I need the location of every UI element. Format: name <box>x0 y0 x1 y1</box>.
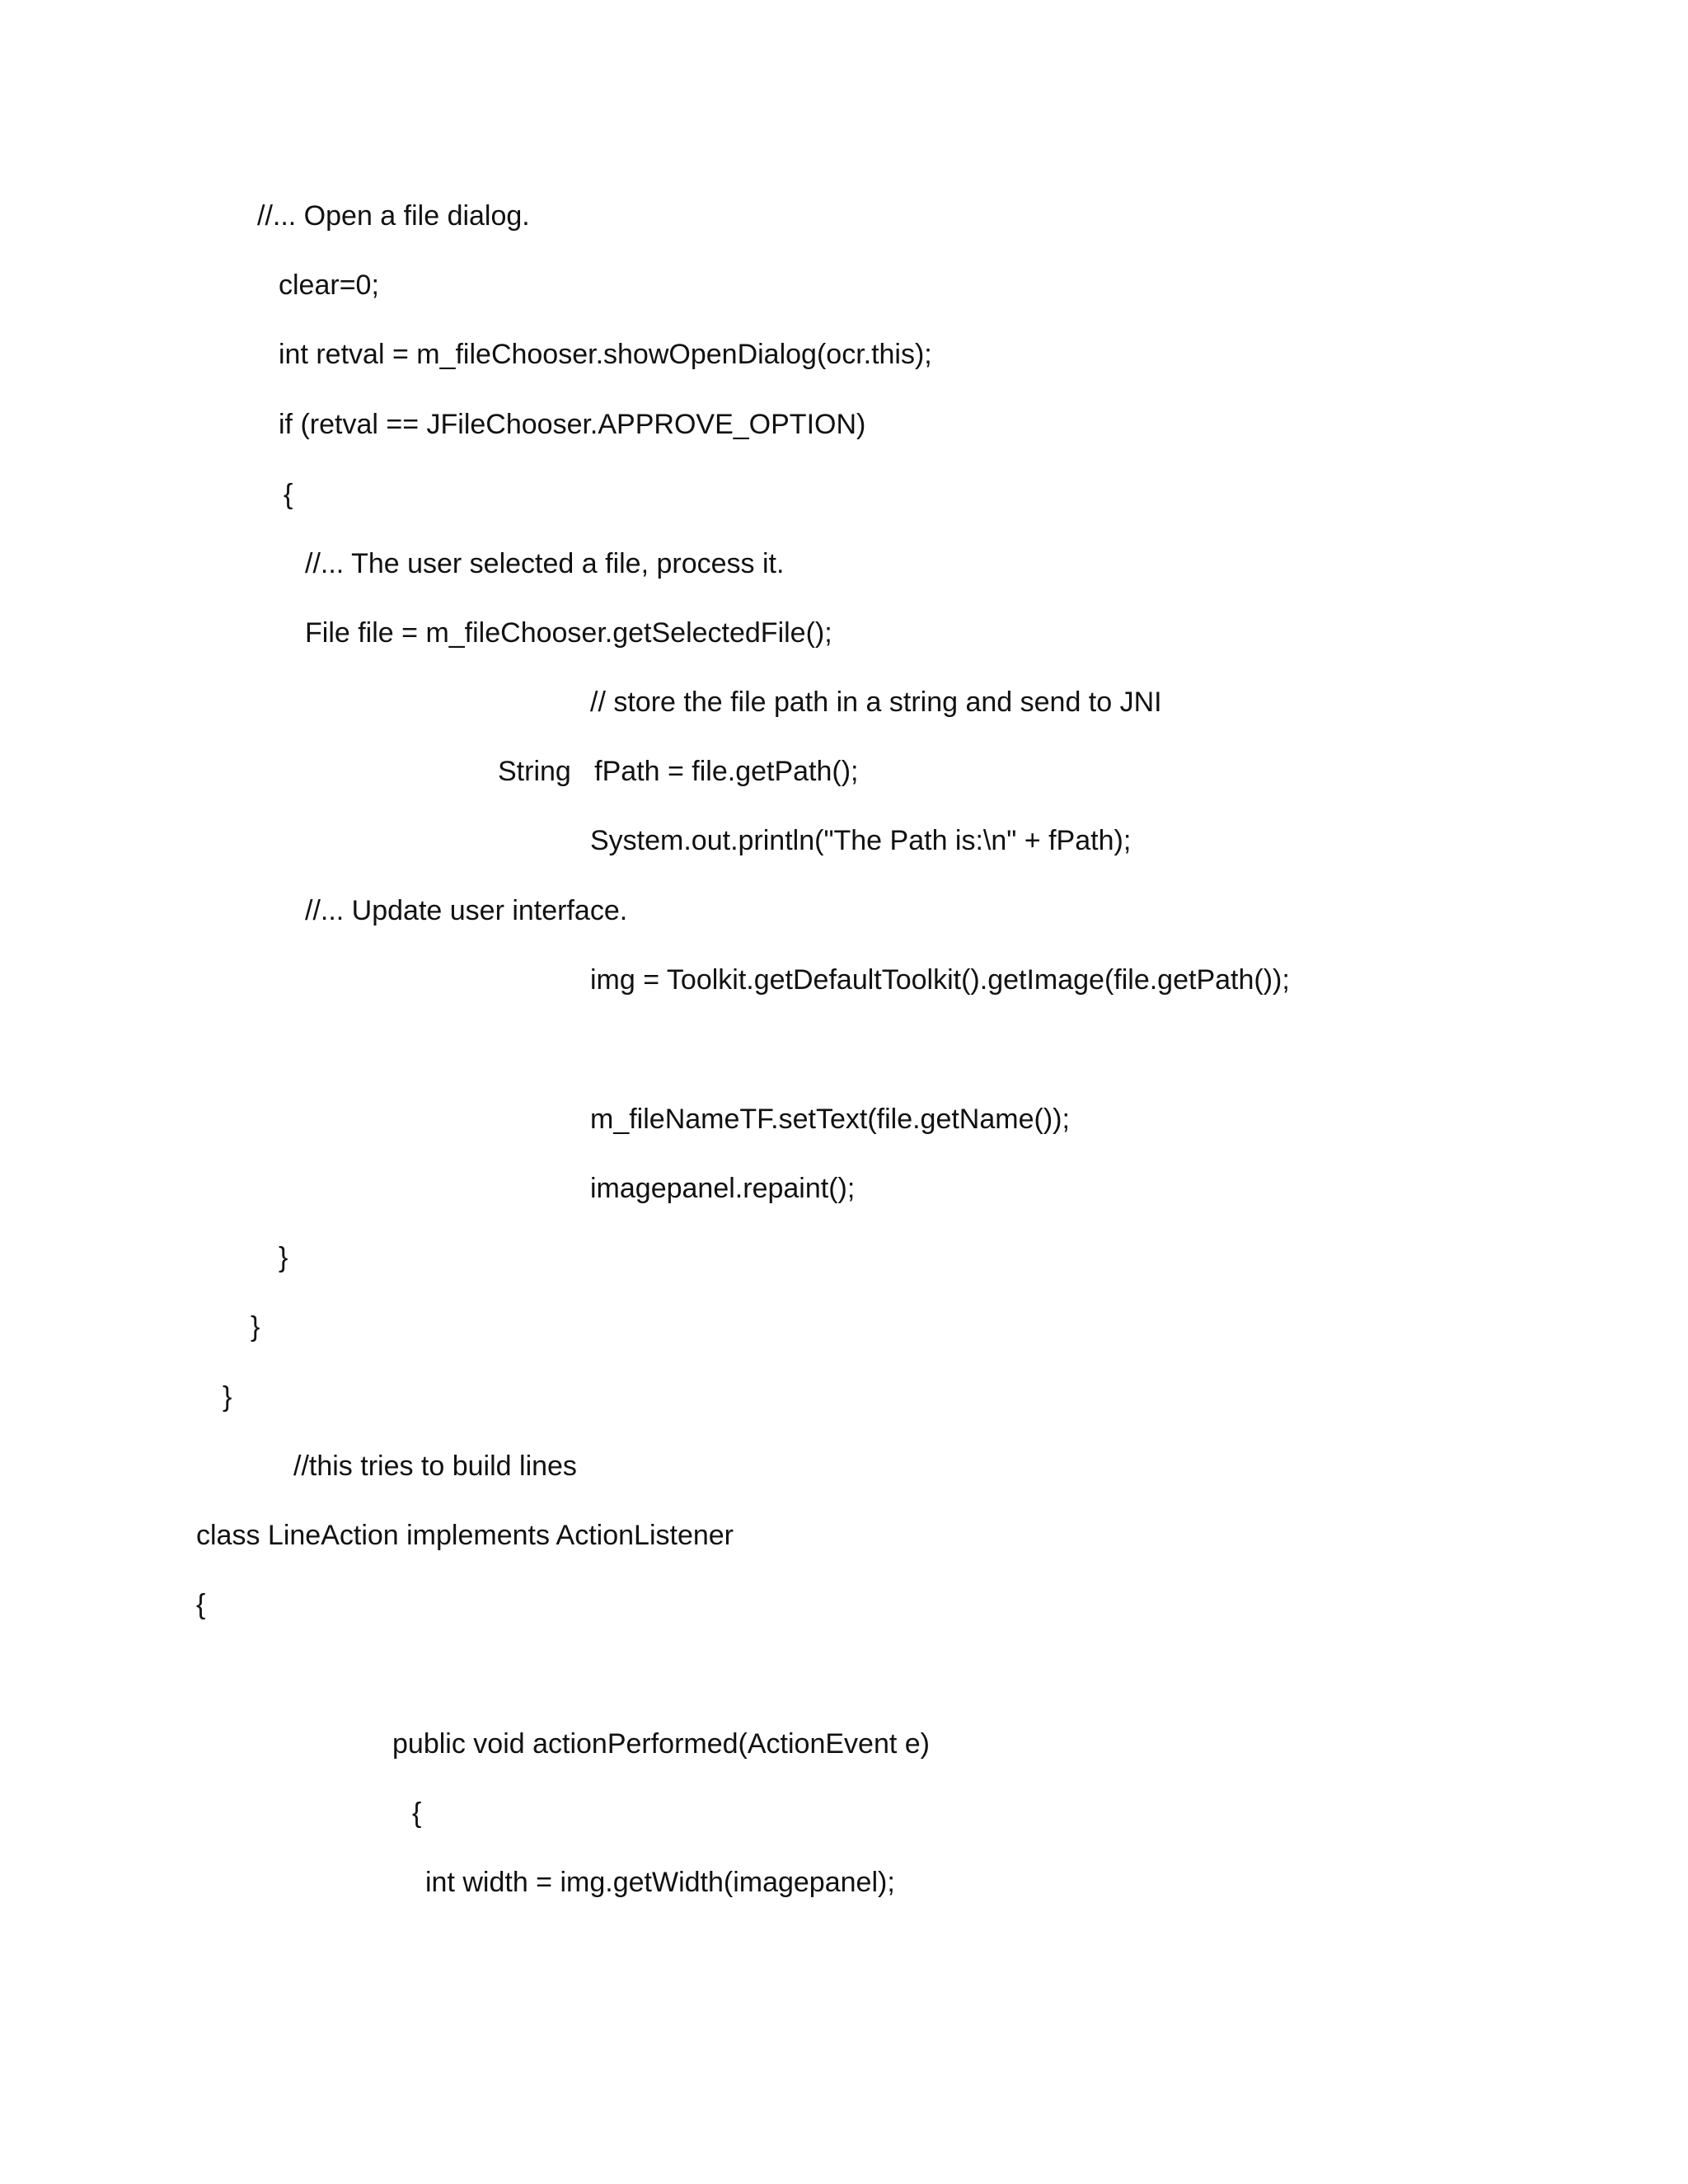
code-line-file-file: File file = m_fileChooser.getSelectedFile(); <box>305 617 832 649</box>
code-line-method-open-brace: { <box>412 1797 422 1829</box>
code-line-class-open-brace: { <box>196 1589 206 1620</box>
code-line-clear: clear=0; <box>279 269 379 301</box>
code-line-comment-open-dialog: //... Open a file dialog. <box>257 200 530 232</box>
code-line-println: System.out.println("The Path is:\n" + fPath); <box>590 825 1132 856</box>
code-line-close-brace-2: } <box>251 1311 260 1343</box>
code-line-class-lineaction: class LineAction implements ActionListener <box>196 1520 734 1551</box>
code-line-comment-update-ui: //... Update user interface. <box>305 895 628 926</box>
code-line-comment-store-path: // store the file path in a string and send to JNI <box>590 687 1162 718</box>
code-line-comment-user-selected: //... The user selected a file, process it. <box>305 548 785 579</box>
code-line-string-fpath: String fPath = file.getPath(); <box>498 756 859 787</box>
code-line-repaint: imagepanel.repaint(); <box>590 1173 856 1204</box>
code-line-comment-build-lines: //this tries to build lines <box>293 1451 577 1482</box>
code-line-if-approve: if (retval == JFileChooser.APPROVE_OPTION) <box>279 409 866 440</box>
code-line-img-toolkit: img = Toolkit.getDefaultToolkit().getImage(file.getPath()); <box>590 964 1290 996</box>
code-line-close-brace-1: } <box>279 1242 288 1273</box>
code-line-close-brace-3: } <box>223 1381 232 1413</box>
code-line-action-performed: public void actionPerformed(ActionEvent e) <box>392 1728 930 1760</box>
code-line-open-brace: { <box>284 479 293 510</box>
code-line-int-width: int width = img.getWidth(imagepanel); <box>425 1867 895 1898</box>
code-line-set-text: m_fileNameTF.setText(file.getName()); <box>590 1104 1070 1135</box>
code-line-retval: int retval = m_fileChooser.showOpenDialog(ocr.this); <box>279 339 932 370</box>
